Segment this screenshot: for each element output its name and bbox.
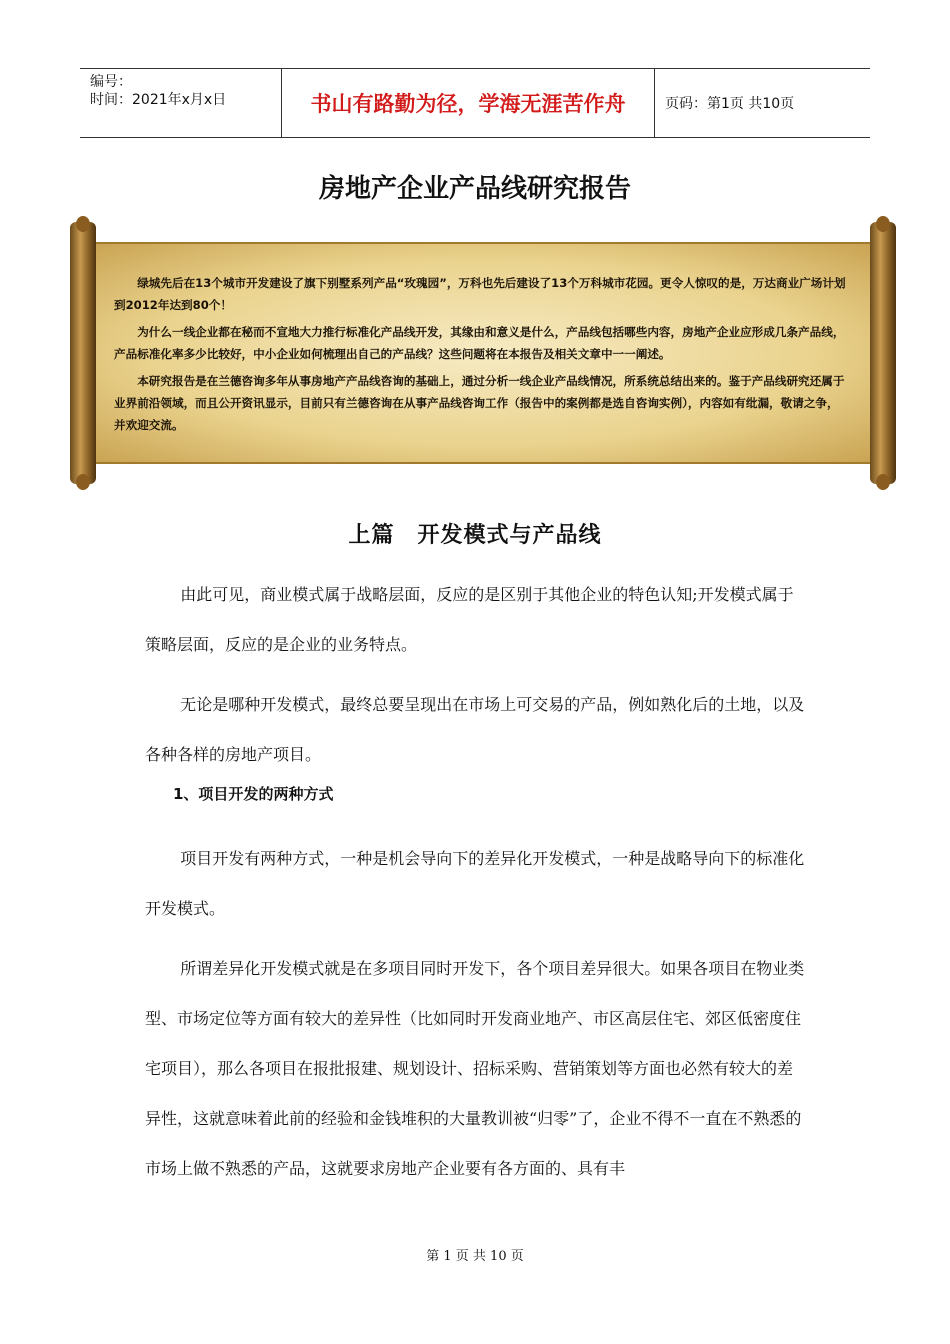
body-text [145,570,805,1204]
body-paragraph: 无论是哪种开发模式，最终总要呈现出在市场上可交易的产品，例如熟化后的土地，以及各种各样的房地产项目。 [145,695,805,764]
body-paragraph: 由此可见，商业模式属于战略层面，反应的是区别于其他企业的特色认知;开发模式属于策略层面，反应的是企业的业务特点。 [145,585,794,654]
page-footer: 第 1 页 共 10 页 [426,1249,524,1264]
body-paragraph: 项目开发有两种方式，一种是机会导向下的差异化开发模式，一种是战略导向下的标准化开发模式。 [145,849,805,918]
header-meta [80,69,282,137]
scroll-rod-right [870,222,896,484]
document-title: 房地产企业产品线研究报告 [318,174,631,204]
scroll-paragraph: 绿城先后在13个城市开发建设了旗下别墅系列产品“玫瑰园”，万科也先后建设了13个万科城市花园。更令人惊叹的是，万达商业广场计划到2012年达到80个！ [114,276,846,312]
header-page-info: 页码：第1页 共10页 [665,96,795,112]
body-paragraph: 所谓差异化开发模式就是在多项目同时开发下，各个项目差异很大。如果各项目在物业类型、市场定位等方面有较大的差异性（比如同时开发商业地产、市区高层住宅、郊区低密度住宅项目），那么各项目在报批报建、规划设计、招标采购、营销策划等方面也必然有较大的差异性，这就意味着此前的经验和金钱堆积的大量教训被“归零”了，企业不得不一直在不熟悉的市场上做不熟悉的产品，这就要求房地产企业要有各方面的、具有丰 [145,959,805,1178]
scroll-paragraph: 为什么一线企业都在秘而不宣地大力推行标准化产品线开发，其缘由和意义是什么，产品线包括哪些内容，房地产企业应形成几条产品线，产品标准化率多少比较好，中小企业如何梳理出自己的产品线？这些问题将在本报告及相关文章中一一阐述。 [114,325,845,361]
scroll-text [114,272,846,441]
number-label: 编号： [90,74,132,90]
scroll-paragraph: 本研究报告是在兰德咨询多年从事房地产产品线咨询的基础上，通过分析一线企业产品线情况，所系统总结出来的。鉴于产品线研究还属于业界前沿领域，而且公开资讯显示，目前只有兰德咨询在从事产品线咨询工作（报告中的案例都是选自咨询实例），内容如有纰漏，敬请之争，并欢迎交流。 [114,374,845,432]
subheading: 1、项目开发的两种方式 [173,785,334,803]
document-header [80,68,870,138]
scroll-banner [70,222,896,484]
header-motto: 书山有路勤为径，学海无涯苦作舟 [282,69,655,137]
scroll-rod-left [70,222,96,484]
time-label: 时间：2021年x月x日 [90,92,227,108]
section-title: 上篇 开发模式与产品线 [348,523,602,548]
